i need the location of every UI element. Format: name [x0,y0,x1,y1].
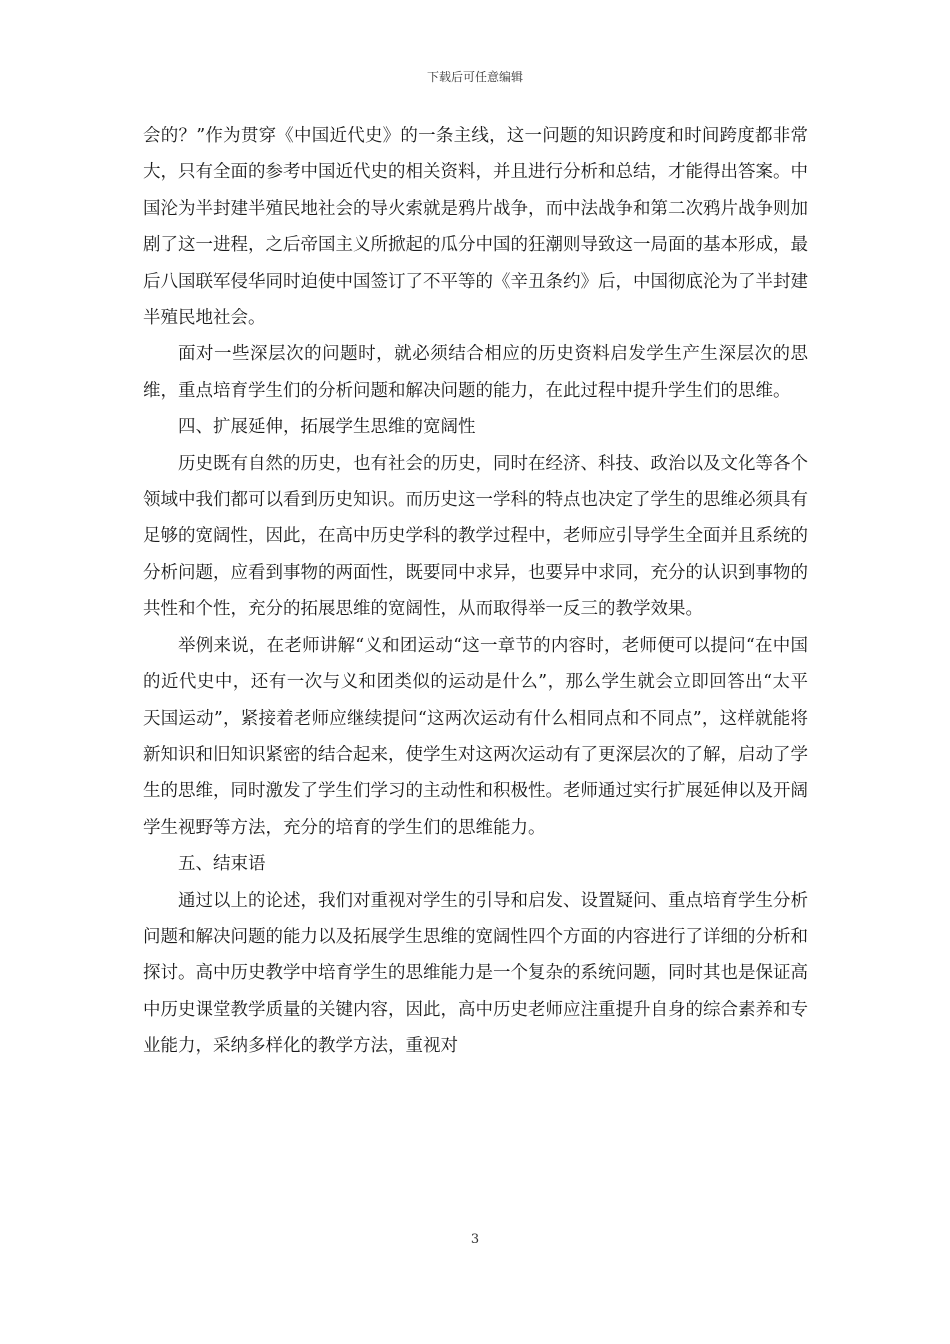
paragraph: 历史既有自然的历史，也有社会的历史，同时在经济、科技、政治以及文化等各个领域中我们都可以看到历史知识。而历史这一学科的特点也决定了学生的思维必须具有足够的宽阔性，因此，在高中历史学科的教学过程中，老师应引导学生全面并且系统的分析问题，应看到事物的两面性，既要同中求异，也要异中求同，充分的认识到事物的共性和个性，充分的拓展思维的宽阔性，从而取得举一反三的教学效果。 [143,453,808,620]
body-text [143,118,808,1065]
paragraph: 举例来说，在老师讲解“义和团运动“这一章节的内容时，老师便可以提问“在中国的近代史中，还有一次与义和团类似的运动是什么”，那么学生就会立即回答出“太平天国运动”，紧接着老师应继续提问“这两次运动有什么相同点和不同点”，这样就能将新知识和旧知识紧密的结合起来，使学生对这两次运动有了更深层次的了解，启动了学生的思维，同时激发了学生们学习的主动性和积极性。老师通过实行扩展延伸以及开阔学生视野等方法，充分的培育的学生们的思维能力。 [143,635,808,838]
paragraph-continuation: 会的？”作为贯穿《中国近代史》的一条主线，这一问题的知识跨度和时间跨度都非常大，只有全面的参考中国近代史的相关资料，并且进行分析和总结，才能得出答案。中国沦为半封建半殖民地社会的导火索就是鸦片战争，而中法战争和第二次鸦片战争则加剧了这一进程，之后帝国主义所掀起的瓜分中国的狂潮则导致这一局面的基本形成，最后八国联军侵华同时迫使中国签订了不平等的《辛丑条约》后，中国彻底沦为了半封建半殖民地社会。 [143,126,808,329]
paragraph: 面对一些深层次的问题时，就必须结合相应的历史资料启发学生产生深层次的思维，重点培育学生们的分析问题和解决问题的能力，在此过程中提升学生们的思维。 [143,344,808,401]
section-heading-4: 四、扩展延伸，拓展学生思维的宽阔性 [178,417,476,438]
page-number: 3 [470,1232,480,1247]
page-header: 下载后可任意编辑 [426,70,523,84]
paragraph: 通过以上的论述，我们对重视对学生的引导和启发、设置疑问、重点培育学生分析问题和解决问题的能力以及拓展学生思维的宽阔性四个方面的内容进行了详细的分析和探讨。高中历史教学中培育学生的思维能力是一个复杂的系统问题，同时其也是保证高中历史课堂教学质量的关键内容，因此，高中历史老师应注重提升自身的综合素养和专业能力，采纳多样化的教学方法，重视对 [143,890,808,1057]
section-heading-5: 五、结束语 [178,854,266,875]
